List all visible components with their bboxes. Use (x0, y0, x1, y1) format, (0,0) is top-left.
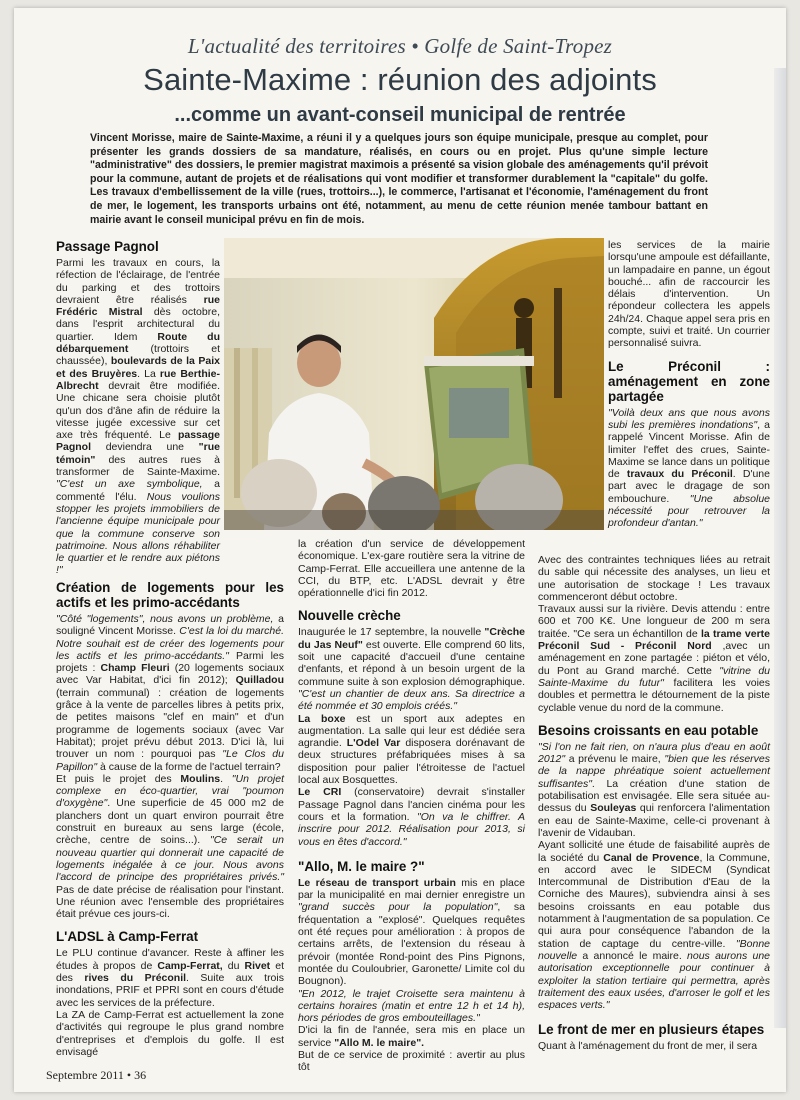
heading-nouvelle-creche: Nouvelle crèche (298, 608, 401, 624)
column-left-lower (56, 580, 284, 1058)
paragraph-boxe: La boxe est un sport aux adeptes en augmentation. La salle qui leur est dédiée sera agrandie. L'Odel Var disposera dorénavant de deux structures préfabriquées mises à sa disposition pour palier l'étroitesse de l'actuel local aux Bosquettes. (298, 712, 526, 787)
heading-passage-pagnol: Passage Pagnol (56, 239, 159, 254)
magazine-page (14, 8, 786, 1092)
photo-illustration (224, 238, 604, 530)
meeting-photo (224, 238, 604, 530)
heading-allo-maire: "Allo, M. le maire ?" (298, 858, 425, 874)
paragraph-adsl: Le PLU continue d'avancer. Reste à affiner les études à propos de Camp-Ferrat, du Rivet et des rives du Préconil. Suite aux trois inondations, PRIF et PPRI sont en cours d'étude avec les services de la préfecture. (56, 947, 284, 1009)
paragraph-preconil: "Voilà deux ans que nous avons subi les premières inondations", a rappelé Vincent Morisse. Afin de limiter l'effet des crues, Sainte-Maxime se lance dans un politique de travaux du Préconil. D'une part avec le dragage de son embouchure. "Une absolue nécessité pour retrouver la profondeur d'antan." (608, 406, 770, 530)
column-middle (298, 538, 525, 1074)
article-title: Sainte-Maxime : réunion des adjoints (143, 62, 657, 97)
paragraph-croisette: "En 2012, le trajet Croisette sera maintenu à certains horaires (matin et entre 12 h et 14 h), hors périodes de gros embouteillages." (298, 987, 525, 1025)
article-lead: Vincent Morisse, maire de Sainte-Maxime, a réuni il y a quelques jours son équipe municipale, presque au complet, pour présenter les grands dossiers de sa mandature, réalisés, en cours ou en projet. Plus qu'une simple lecture "administrative" des dossiers, le premier magistrat maximois a présenté sa vision globale des aménagements qu'il prévoit pour la commune, autant de projets et de réalisations qui vont modifier et transformer durablement la "capitale" du golfe. Les travaux d'embellissement de la ville (rues, trottoirs...), le commerce, l'artisanat et l'économie, l'aménagement du front de mer, le logement, les transports urbains ont été, notamment, au menu de cette réunion menée tambour battant en mairie avant le conseil municipal prévu en fin de mois. (90, 132, 708, 226)
paragraph-services-mairie: les services de la mairie lorsqu'une ampoule est défaillante, un lampadaire en panne, un égout bouché... afin de raccourcir les délais d'intervention. Un répondeur collectera les appels 24h/24. Chaque appel sera pris en compte, suivi et traité. Un courrier personnalisé suivra. (608, 239, 770, 350)
paragraph-transport: Le réseau de transport urbain mis en place par la municipalité en mai dernier enregistre un "grand succès pour la population", sa fréquentation a "explosé". Quelques requêtes ont été reçues pour amélioration : à propos de certains arrêts, de l'extension du réseau à prévoir (montée Rond-point des Pins Pignons, montée du Couloubrier, Garonette/ Limite col du Bougnon). (298, 876, 525, 988)
heading-eau-potable: Besoins croissants en eau potable (538, 722, 759, 738)
heading-adsl: L'ADSL à Camp-Ferrat (56, 929, 199, 945)
paragraph-za-camp-ferrat: La ZA de Camp-Ferrat est actuellement la zone d'activités qui regroupe le plus grand nombre d'entreprises et d'emplois du golfe. Il est envisagé (56, 1008, 284, 1058)
paragraph-travaux-riviere: Travaux aussi sur la rivière. Devis attendu : entre 600 et 700 K€. Une longueur de 200 m sera traitée. "Ce sera un échantillon de la trame verte Préconil Sud - Préconil Nord ,avec un aménagement en zone partagée : piéton et vélo, du Pont au Grand marché. Cette "vitrine du Sainte-Maxime du futur" facilitera les voies doubles et permettra le détournement de la piste cyclable venue du nord de la commune. (538, 603, 770, 714)
paragraph-contraintes: Avec des contraintes techniques liées au retrait du sable qui nécessite des analyses, un lieu et une autorisation de stockage ! Les travaux commenceront début octobre. (538, 554, 770, 603)
column-left (56, 239, 220, 577)
article-subtitle: ...comme un avant-conseil municipal de rentrée (174, 104, 626, 126)
paragraph-allo-but: But de ce service de proximité : avertir au plus tôt (298, 1048, 525, 1074)
heading-front-de-mer: Le front de mer en plusieurs étapes (538, 1022, 765, 1038)
heading-logements: Création de logements pour les actifs et les primo-accédants (56, 580, 284, 610)
page-edge (774, 68, 786, 1028)
paragraph-front-de-mer: Quant à l'aménagement du front de mer, il sera (538, 1040, 758, 1053)
page-footer: Septembre 2011 • 36 (46, 1068, 147, 1082)
paragraph-eau: "Si l'on ne fait rien, on n'aura plus d'eau en août 2012" a prévenu le maire, "bien que les réserves de la nappe phréatique soient actuellement suffisantes". La création d'une station de potabilisation est envisagée. Elle sera située au-dessus du Souleyas qui renforcera l'alimentation en eau de Sainte-Maxime, celle-ci provenant à l'avenir de Vidauban. (538, 740, 770, 839)
paragraph-cri: Le CRI (conservatoire) devrait s'installer Passage Pagnol dans l'ancien cinéma pour les cours et la formation. "On va le chiffrer. A inscrire pour 2012. Réalisation pour 2013, si vous en êtes d'accord." (298, 786, 525, 848)
paragraph-canal-provence: Ayant sollicité une étude de faisabilité auprès de la société du Canal de Provence, la Commune, en accord avec le SIDECM (Syndicat Intercommunal de Distribution d'Eau de la Corniche des Maures), subviendra ainsi à ses besoins croissants en eau potable dus notamment à l'augmentation de sa population. Ce qui aura pour conséquence l'abandon de la station de captage du centre-ville. "Bonne nouvelle a annoncé le maire. nous aurons une autorisation exceptionnelle pour continuer à exploiter la station tertiaire qui permettra, après traitement des eaux usées, d'arroser le golf et les espaces verts." (538, 839, 770, 1012)
paragraph-allo-service: D'ici la fin de l'année, sera mis en place un service "Allo M. le maire". (298, 1024, 525, 1049)
paragraph-moulins: Et puis le projet des Moulins. "Un projet complexe en éco-quartier, vrai "poumon d'oxygène". Une superficie de 45 000 m2 de planchers dont un quart environ pourrait être construit en bureaux au sens large (école, crèche, centre de soins...). "Ce serait un nouveau quartier qui donnerait une capacité de logements inégalée à ce jour. Nous avons l'accord de principe des propriétaires privés." Pas de date précise de réalisation pour l'instant. Une réunion avec l'ensemble des propriétaires était prévue ces jours-ci. (56, 772, 284, 921)
column-right-lower (538, 554, 770, 1053)
paragraph-logements: "Côté "logements", nous avons un problème, a souligné Vincent Morisse. C'est la loi du marché. Notre souhait est de créer des logements pour les actifs et les primo-accédants." Parmi les projets : Champ Fleuri (20 logements sociaux avec Var Habitat, d'ici fin 2012); Quilladou (terrain communal) : création de logements grâce à la vente de parcelles libres à petits prix, de petites maisons "clef en main" et d'un programme de logements sociaux (avec Var Habitat); projet prévu début 2013. D'ici là, lui trouver un nom : pourquoi pas "Le Clos du Papillon" à cause de la forme de l'actuel terrain? (56, 613, 285, 773)
column-right-upper (608, 239, 770, 530)
paragraph-pagnol: Parmi les travaux en cours, la réfection de l'éclairage, de l'entrée du parking et des trottoirs devraient être réalisés rue Frédéric Mistral dès octobre, dans l'esprit architectural du quartier. Idem Route du débarquement (trottoirs et chaussée), boulevards de la Paix et des Bruyères. La rue Berthie-Albrecht devrait être modifiée. Une chicane sera choisie plutôt qu'un dos d'âne afin de réduire la vitesse jugée excessive sur cet axe très fréquenté. Le passage Pagnol deviendra une "rue témoin" des autres rues à transformer de Sainte-Maxime. "C'est un axe symbolique, a commenté l'élu. Nous voulions stopper les projets immobiliers de l'ancienne équipe municipale pour que la commune conserve son patrimoine. Nous allons réhabiliter le quartier et le rendre aux piétons !" (56, 257, 221, 577)
section-header: L'actualité des territoires • Golfe de Saint-Tropez (187, 34, 613, 58)
paragraph-creche: Inaugurée le 17 septembre, la nouvelle "Crèche du Jas Neuf" est ouverte. Elle comprend 60 lits, soit une capacité d'accueil d'une centaine d'enfants, et répond à un besoin urgent de la commune suite à son explosion démographique. "C'est un chantier de deux ans. Sa directrice a été nommée et 30 emplois créés." (298, 626, 525, 713)
heading-preconil: Le Préconil : aménagement en zone partagée (608, 358, 770, 404)
paragraph-camp-ferrat-cont: la création d'un service de développement économique. L'ex-gare routière sera la vitrine de Camp-Ferrat. Elle accueillera une antenne de la CCI, du BTP, etc. L'ADSL devrait y être opérationnelle d'ici fin 2012. (298, 538, 525, 600)
